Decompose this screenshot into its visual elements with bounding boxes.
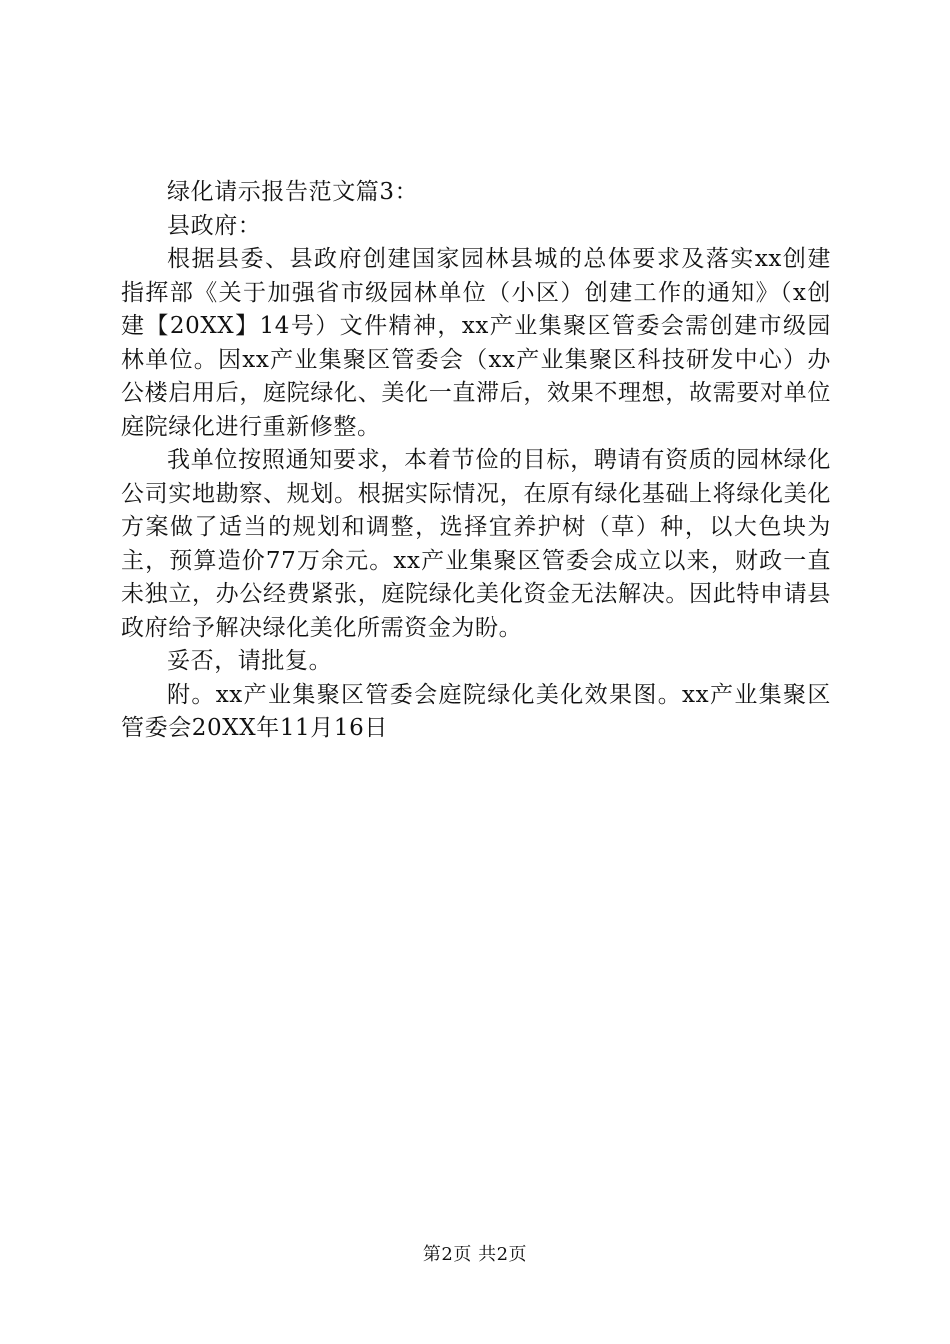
page-number-footer: 第2页 共2页 <box>422 1244 528 1265</box>
paragraph: 妥否，请批复。 <box>167 648 333 674</box>
paragraph: 附。xx产业集聚区管委会庭院绿化美化效果图。xx产业集聚区管委会20XX年11月16日 <box>121 681 831 741</box>
paragraph: 我单位按照通知要求，本着节俭的目标，聘请有资质的园林绿化公司实地勘察、规划。根据实际情况，在原有绿化基础上将绿化美化方案做了适当的规划和调整，选择宜养护树（草）种，以大色块为主，预算造价77万余元。xx产业集聚区管委会成立以来，财政一直未独立，办公经费紧张，庭院绿化美化资金无法解决。因此特申请县政府给予解决绿化美化所需资金为盼。 <box>121 447 831 641</box>
salutation: 县政府： <box>167 212 262 239</box>
document-body <box>121 176 831 746</box>
paragraph: 根据县委、县政府创建国家园林县城的总体要求及落实xx创建指挥部《关于加强省市级园林单位（小区）创建工作的通知》（x创建【20XX】14号）文件精神，xx产业集聚区管委会需创建市级园林单位。因xx产业集聚区管委会（xx产业集聚区科技研发中心）办公楼启用后，庭院绿化、美化一直滞后，效果不理想，故需要对单位庭院绿化进行重新修整。 <box>121 246 831 440</box>
document-heading: 绿化请示报告范文篇3： <box>167 179 419 205</box>
